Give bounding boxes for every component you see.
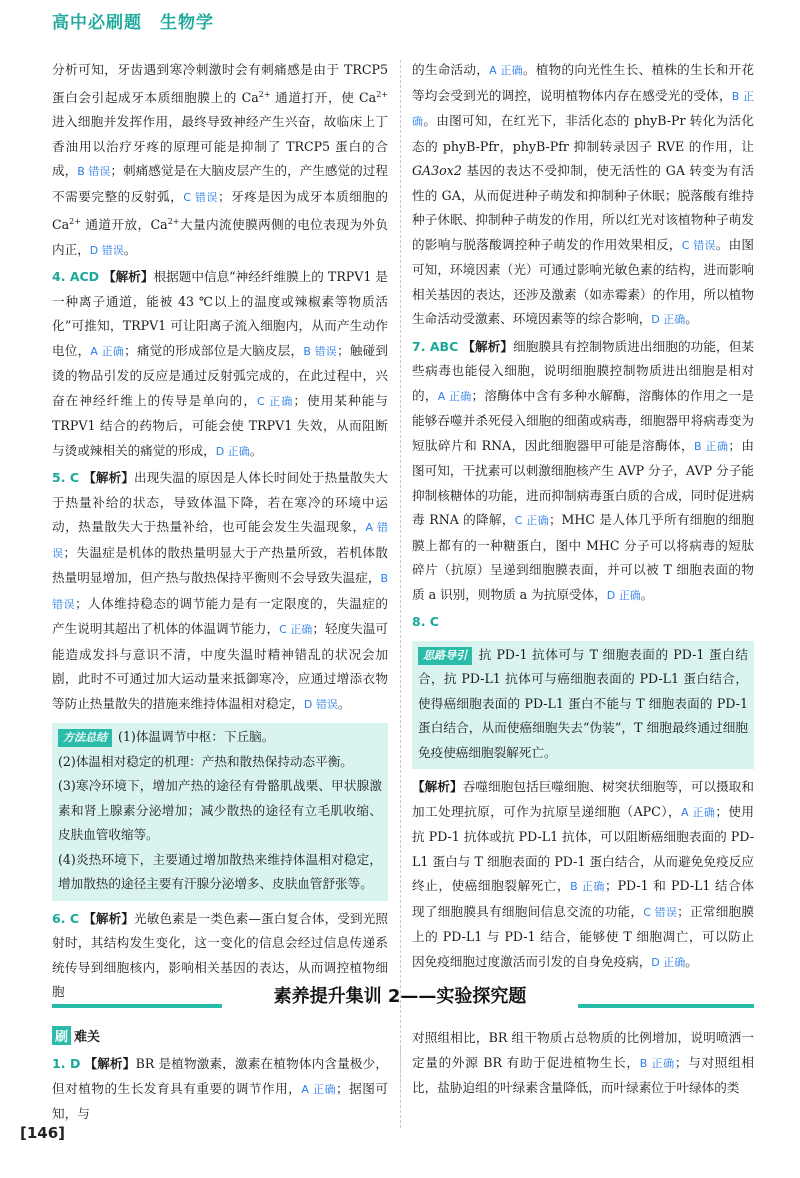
answer-mark: C 正确 (257, 394, 294, 408)
bottom-question-1-continued: 对照组相比，BR 组干物质占总物质的比例增加，说明喷洒一定量的外源 BR 有助于促进植物生长，B 正确；与对照组相比，盐胁迫组的叶绿素含量降低，而叶绿素位于叶绿体的类 (412, 1030, 755, 1095)
question-number: 4. ACD (52, 269, 100, 285)
question-8-analysis: 【解析】吞噬细胞包括巨噬细胞、树突状细胞等，可以摄取和加工处理抗原，可作为抗原呈递细胞（APC），A 正确；使用抗 PD-1 抗体或抗 PD-L1 抗体，可以阻断癌细胞表面的 PD-L1 蛋白与 T 细胞表面的 PD-1 蛋白结合，从而避免免疫反应终止，使癌细胞裂解死亡，B 正确；PD-1 和 PD-L1 结合体现了细胞膜具有细胞间信息交流的功能，C 错误；正常细胞膜上的 PD-L1 与 PD-1 结合，能够使 T 细胞凋亡，可以防止因免疫细胞过度激活而引发的自身免疫病，D 正确。 (412, 779, 755, 969)
question-7: 7. ABC 【解析】细胞膜具有控制物质进出细胞的功能，但某些病毒也能侵入细胞，说明细胞膜控制物质进出细胞是相对的，A 正确；溶酶体中含有多种水解酶，溶酶体的作用之一是能够吞噬并杀死侵入细胞的细菌或病毒，细胞器甲将病毒变为短肽碎片和 RNA，因此细胞器甲可能是溶酶体，B 正确；由图可知，干扰素可以刺激细胞核产生 AVP 分子，AVP 分子能抑制核糖体的功能，进而抑制病毒蛋白质的合成，同时促进病毒 RNA 的降解，C 正确；MHC 是人体几乎所有细胞的细胞膜上都有的一种糖蛋白，图中 MHC 分子可以将病毒的短肽碎片（抗原）呈递到细胞膜表面，并可以被 T 细胞表面的物质 a 识别，则物质 a 为抗原受体，D 正确。 (412, 338, 755, 602)
right-column (412, 58, 754, 975)
running-header (52, 8, 214, 33)
answer-mark: C 错误 (681, 238, 716, 252)
question-8-number (412, 610, 754, 635)
bottom-right-column (412, 1026, 754, 1101)
column-divider (400, 60, 401, 1128)
section-title: 素养提升集训 2——实验探究题 (273, 986, 527, 1007)
question-6: 6. C 【解析】光敏色素是一类色素—蛋白复合体，受到光照射时，其结构发生变化，这一变化的信息会经过信息传递系统传导到细胞核内，影响相关基因的表达，从而调控植物细胞 (52, 910, 389, 1000)
answer-mark: B 正确 (694, 439, 729, 453)
question-number: 8. C (412, 614, 439, 629)
brush-mark: 刷 (52, 1026, 71, 1045)
answer-mark: B 正确 (639, 1056, 675, 1070)
answer-mark: A 正确 (437, 389, 472, 403)
difficulty-label: 刷 难关 (52, 1026, 100, 1045)
book-title: 高中必刷题 (52, 13, 142, 33)
answer-mark: B 正确 (412, 89, 755, 128)
question-number: 5. C (52, 470, 80, 486)
bottom-left-column (52, 1052, 388, 1127)
answer-mark: A 正确 (301, 1082, 337, 1096)
answer-mark: A 正确 (90, 344, 125, 358)
left-column (52, 58, 388, 1005)
answer-mark: D 正确 (606, 588, 641, 602)
answer-mark: D 正确 (651, 955, 686, 969)
question-4: 4. ACD 【解析】根据题中信息“神经纤维膜上的 TRPV1 是一种离子通道，能被 43 ℃以上的温度或辣椒素等物质活化”可推知，TRPV1 可让阳离子流入细胞内，从而产生动作电位，A 正确；痛觉的形成部位是大脑皮层，B 错误；触碰到烫的物品引发的反应是通过反射弧完成的，在此过程中，兴奋在神经纤维上的传导是单向的，C 正确；使用某种能与 TRPV1 结合的药物后，可能会使 TRPV1 失效，从而阻断与烫或辣相关的痛觉的形成，D 正确。 (52, 269, 389, 458)
bottom-column-divider (400, 1048, 401, 1118)
answer-mark: A 正确 (681, 805, 716, 819)
answer-mark: C 错误 (643, 905, 678, 919)
thinking-guide-badge: 思路导引 (418, 647, 472, 665)
answer-mark: B 正确 (570, 880, 605, 893)
answer-mark: D 正确 (215, 444, 250, 458)
question-6-continued: 的生命活动，A 正确。植物的向光性生长、植株的生长和开花等均会受到光的调控，说明植物体内存在感受光的受体，B 正确。由图可知，在红光下，非活化态的 phyB-Pr 转化为活化态的 phyB-Pfr，phyB-Pfr 抑制转录因子 RVE 的作用，让 GA3ox2 基因的表达不受抑制，使无活性的 GA 转变为有活性的 GA，从而促进种子萌发和抑制种子休眠；脱落酸有维持种子休眠、抑制种子萌发的作用，所以红光对该植物种子萌发的影响与脱落酸调控种子萌发的作用效果相反，C 错误。由图可知，环境因素（光）可通过影响光敏色素的结构，进而影响相关基因的表达，还涉及激素（如赤霉素）的作用，所以植物生命活动受激素、环境因素等的综合影响，D 正确。 (412, 62, 755, 326)
answer-mark: B 错误 (303, 344, 338, 358)
answer-mark: C 正确 (279, 623, 313, 637)
bottom-question-1: 1. D 【解析】BR 是植物激素，激素在植物体内含量极少，但对植物的生长发育具有重要的调节作用，A 正确；据图可知，与 (52, 1056, 389, 1121)
answer-mark: C 错误 (183, 190, 218, 204)
method-summary-box: 方法总结 (1)体温调节中枢：下丘脑。 (2)体温相对稳定的机理：产热和散热保持动态平衡。 (3)寒冷环境下，增加产热的途径有骨骼肌战栗、甲状腺激素和肾上腺素分泌增加；减少散热的途径有立毛肌收缩、皮肤血管收缩等。 (4)炎热环境下，主要通过增加散热来维持体温相对稳定，增加散热的途径主要有汗腺分泌增多、皮肤血管舒张等。 (52, 723, 388, 901)
page-number: [146] (20, 1124, 66, 1142)
question-number: 6. C (52, 910, 80, 926)
intro-paragraph: 分析可知，牙齿遇到寒冷刺激时会有刺痛感是由于 TRCP5 蛋白会引起成牙本质细胞膜上的 $Ca^{2+}$ 通道打开，使 $Ca^{2+}$ 进入细胞并发挥作用，最终导致神经产生兴奋，故临床上丁香油用以治疗牙疼的原理可能是抑制了 TRCP5 蛋白的合成，B 错误；刺痛感觉是在大脑皮层产生的，产生感觉的过程不需要完整的反射弧，C 错误；牙疼是因为成牙本质细胞的 $Ca^{2+}$ 通道开放，$Ca^{2+}$大量内流使膜两侧的电位表现为外负内正，D 错误。 (52, 62, 389, 257)
method-summary-badge: 方法总结 (58, 729, 112, 747)
answer-mark: C 正确 (514, 514, 549, 527)
question-5: 5. C 【解析】出现失温的原因是人体长时间处于热量散失大于热量补给的状态，导致体温下降，若在寒冷的环境中运动，热量散失大于热量补给，也可能会发生失温现象，A 错误；失温症是机体的散热量明显大于产热量所致，若机体散热量明显增加，但产热与散热保持平衡则不会导致失温症，B 错误；人体维持稳态的调节能力是有一定限度的，失温症的产生说明其超出了机体的体温调节能力，C 正确；轻度失温可能造成发抖与意识不清，中度失温时精神错乱的状况会加剧，此时不可通过加大运动量来抵御寒冷，应通过增添衣物等防止热量散失的措施来维持体温相对稳定，D 错误。 (52, 470, 389, 711)
answer-mark: A 错误 (52, 521, 388, 560)
answer-mark: B 错误 (77, 165, 111, 179)
answer-mark: D 错误 (303, 697, 338, 711)
question-number: 1. D (52, 1056, 81, 1071)
question-number: 7. ABC (412, 338, 459, 354)
answer-mark: B 错误 (52, 572, 388, 611)
answer-mark: D 错误 (89, 243, 124, 257)
subject-title: 生物学 (160, 13, 214, 33)
answer-mark: A 正确 (489, 64, 523, 77)
answer-mark: D 正确 (651, 313, 686, 326)
thinking-guide-box: 思路导引 抗 PD-1 抗体可与 T 细胞表面的 PD-1 蛋白结合，抗 PD-L1 抗体可与癌细胞表面的 PD-L1 蛋白结合，使得癌细胞表面的 PD-L1 蛋白不能与 T 细胞表面的 PD-1 蛋白结合，从而使癌细胞失去“伪装”，T 细胞最终通过细胞免疫使癌细胞裂解死亡。 (412, 641, 754, 770)
